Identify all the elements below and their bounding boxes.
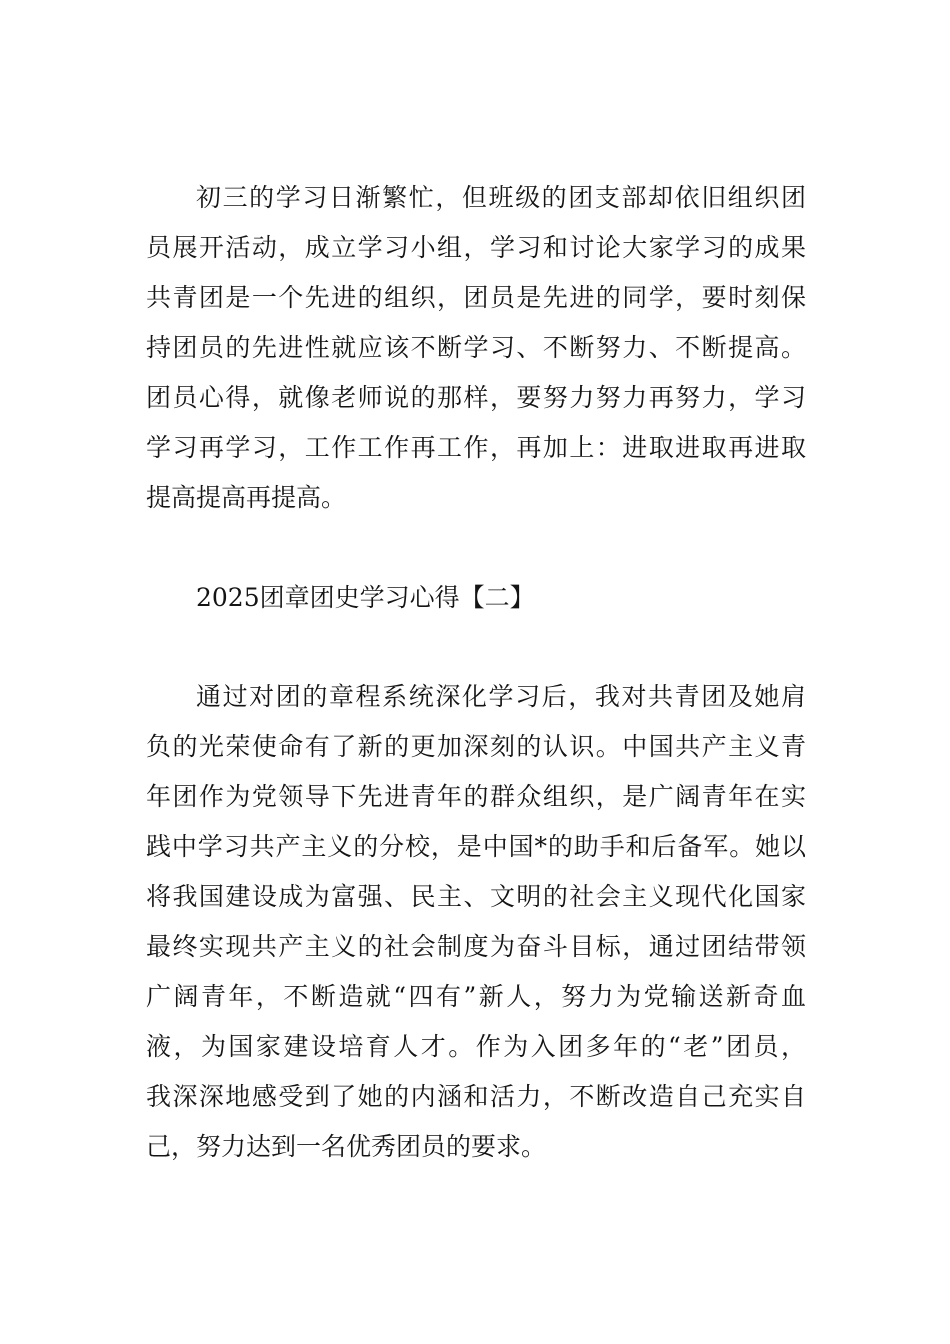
paragraph-line: 广阔青年，不断造就“四有”新人，努力为党输送新奇血 — [146, 982, 806, 1011]
paragraph-line: 液，为国家建设培育人才。作为入团多年的“老”团员， — [146, 1032, 806, 1061]
paragraph-line: 学习再学习，工作工作再工作，再加上：进取进取再进取 — [146, 433, 806, 462]
paragraph-line: 己，努力达到一名优秀团员的要求。 — [146, 1132, 547, 1161]
section-heading: 2025团章团史学习心得【二】 — [196, 583, 535, 612]
paragraph-line: 员展开活动，成立学习小组，学习和讨论大家学习的成果 — [146, 233, 806, 262]
paragraph-line: 最终实现共产主义的社会制度为奋斗目标，通过团结带领 — [146, 932, 806, 961]
paragraph-line: 践中学习共产主义的分校，是中国*的助手和后备军。她以 — [146, 832, 806, 861]
paragraph-line: 年团作为党领导下先进青年的群众组织，是广阔青年在实 — [146, 782, 806, 811]
paragraph-line: 提高提高再提高。 — [146, 483, 347, 512]
paragraph-line: 通过对团的章程系统深化学习后，我对共青团及她肩 — [196, 682, 806, 711]
paragraph-line: 持团员的先进性就应该不断学习、不断努力、不断提高。 — [146, 333, 806, 362]
paragraph-line: 我深深地感受到了她的内涵和活力，不断改造自己充实自 — [146, 1082, 806, 1111]
paragraph-line: 初三的学习日渐繁忙，但班级的团支部却依旧组织团 — [196, 183, 806, 212]
paragraph-line: 负的光荣使命有了新的更加深刻的认识。中国共产主义青 — [146, 732, 806, 761]
paragraph-line: 将我国建设成为富强、民主、文明的社会主义现代化国家 — [146, 882, 806, 911]
paragraph-line: 共青团是一个先进的组织，团员是先进的同学，要时刻保 — [146, 283, 806, 312]
paragraph-line: 团员心得，就像老师说的那样，要努力努力再努力，学习 — [146, 383, 806, 412]
